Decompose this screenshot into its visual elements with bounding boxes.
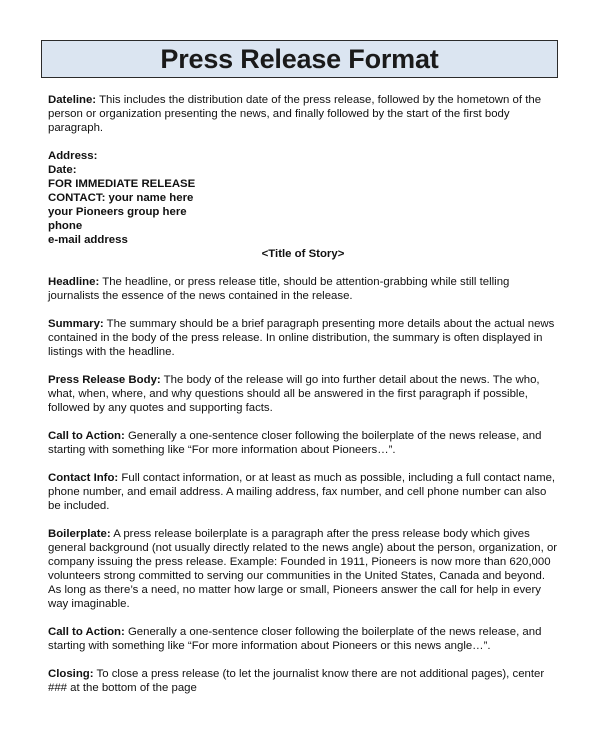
dateline-paragraph — [48, 93, 558, 135]
section-label: Summary: — [48, 318, 104, 330]
section-text: Generally a one-sentence closer following the boilerplate of the news release, and starting with something like “For more information about Pioneers or this news angle…”. — [48, 626, 542, 652]
story-title: <Title of Story> — [261, 248, 345, 260]
section-text: A press release boilerplate is a paragraph after the press release body which gives general background (not usually directly related to the news angle) about the person, organization, or company issuing the press release. Example: Founded in 1911, Pioneers is now more than 620,000 volunteers strong committed to serving our communities in the United States, Canada and beyond. As long as there’s a need, no matter how large or small, Pioneers answer the call for help in every way imaginable. — [48, 528, 558, 610]
section-text: To close a press release (to let the journalist know there are not additional pages), center ### at the bottom of the page — [48, 668, 545, 694]
document-body — [48, 93, 558, 709]
closing-paragraph — [48, 667, 558, 695]
section-text: The summary should be a brief paragraph presenting more details about the actual news contained in the body of the press release. In online distribution, the summary is often displayed in listings with the headline. — [48, 318, 555, 358]
section-text: The headline, or press release title, should be attention-grabbing while still telling journalists the essence of the news contained in the release. — [48, 276, 510, 302]
section-text: Generally a one-sentence closer following the boilerplate of the news release, and starting with something like “For more information about Pioneers…”. — [48, 430, 542, 456]
address-line: Address: — [48, 150, 98, 162]
boilerplate-paragraph — [48, 527, 558, 611]
section-label: Headline: — [48, 276, 100, 288]
body-paragraph — [48, 373, 558, 415]
section-label: Boilerplate: — [48, 528, 111, 540]
page-title: Press Release Format — [160, 43, 439, 74]
release-line: FOR IMMEDIATE RELEASE — [48, 178, 196, 190]
section-label: Contact Info: — [48, 472, 119, 484]
section-label: Call to Action: — [48, 626, 125, 638]
section-text: Full contact information, or at least as much as possible, including a full contact name, phone number, and email address. A mailing address, fax number, and cell phone number can also be included. — [48, 472, 556, 512]
group-line: your Pioneers group here — [48, 206, 187, 218]
section-text: The body of the release will go into further detail about the news. The who, what, when, where, and why questions should all be answered in the first paragraph if possible, followed by any quotes and supporting facts. — [48, 374, 540, 414]
date-line: Date: — [48, 164, 77, 176]
dateline-label: Dateline: — [48, 94, 97, 106]
section-label: Press Release Body: — [48, 374, 161, 386]
dateline-text: This includes the distribution date of the press release, followed by the hometown of the person or organization presenting the news, and finally followed by the start of the first body paragraph. — [48, 94, 542, 134]
call-to-action-paragraph — [48, 429, 558, 457]
section-label: Closing: — [48, 668, 94, 680]
call-to-action-paragraph-2 — [48, 625, 558, 653]
contact-info-paragraph — [48, 471, 558, 513]
title-banner — [41, 40, 558, 78]
summary-paragraph — [48, 317, 558, 359]
headline-paragraph — [48, 275, 558, 303]
section-label: Call to Action: — [48, 430, 125, 442]
address-block — [48, 149, 558, 247]
email-line: e-mail address — [48, 234, 128, 246]
phone-line: phone — [48, 220, 83, 232]
contact-line: CONTACT: your name here — [48, 192, 194, 204]
